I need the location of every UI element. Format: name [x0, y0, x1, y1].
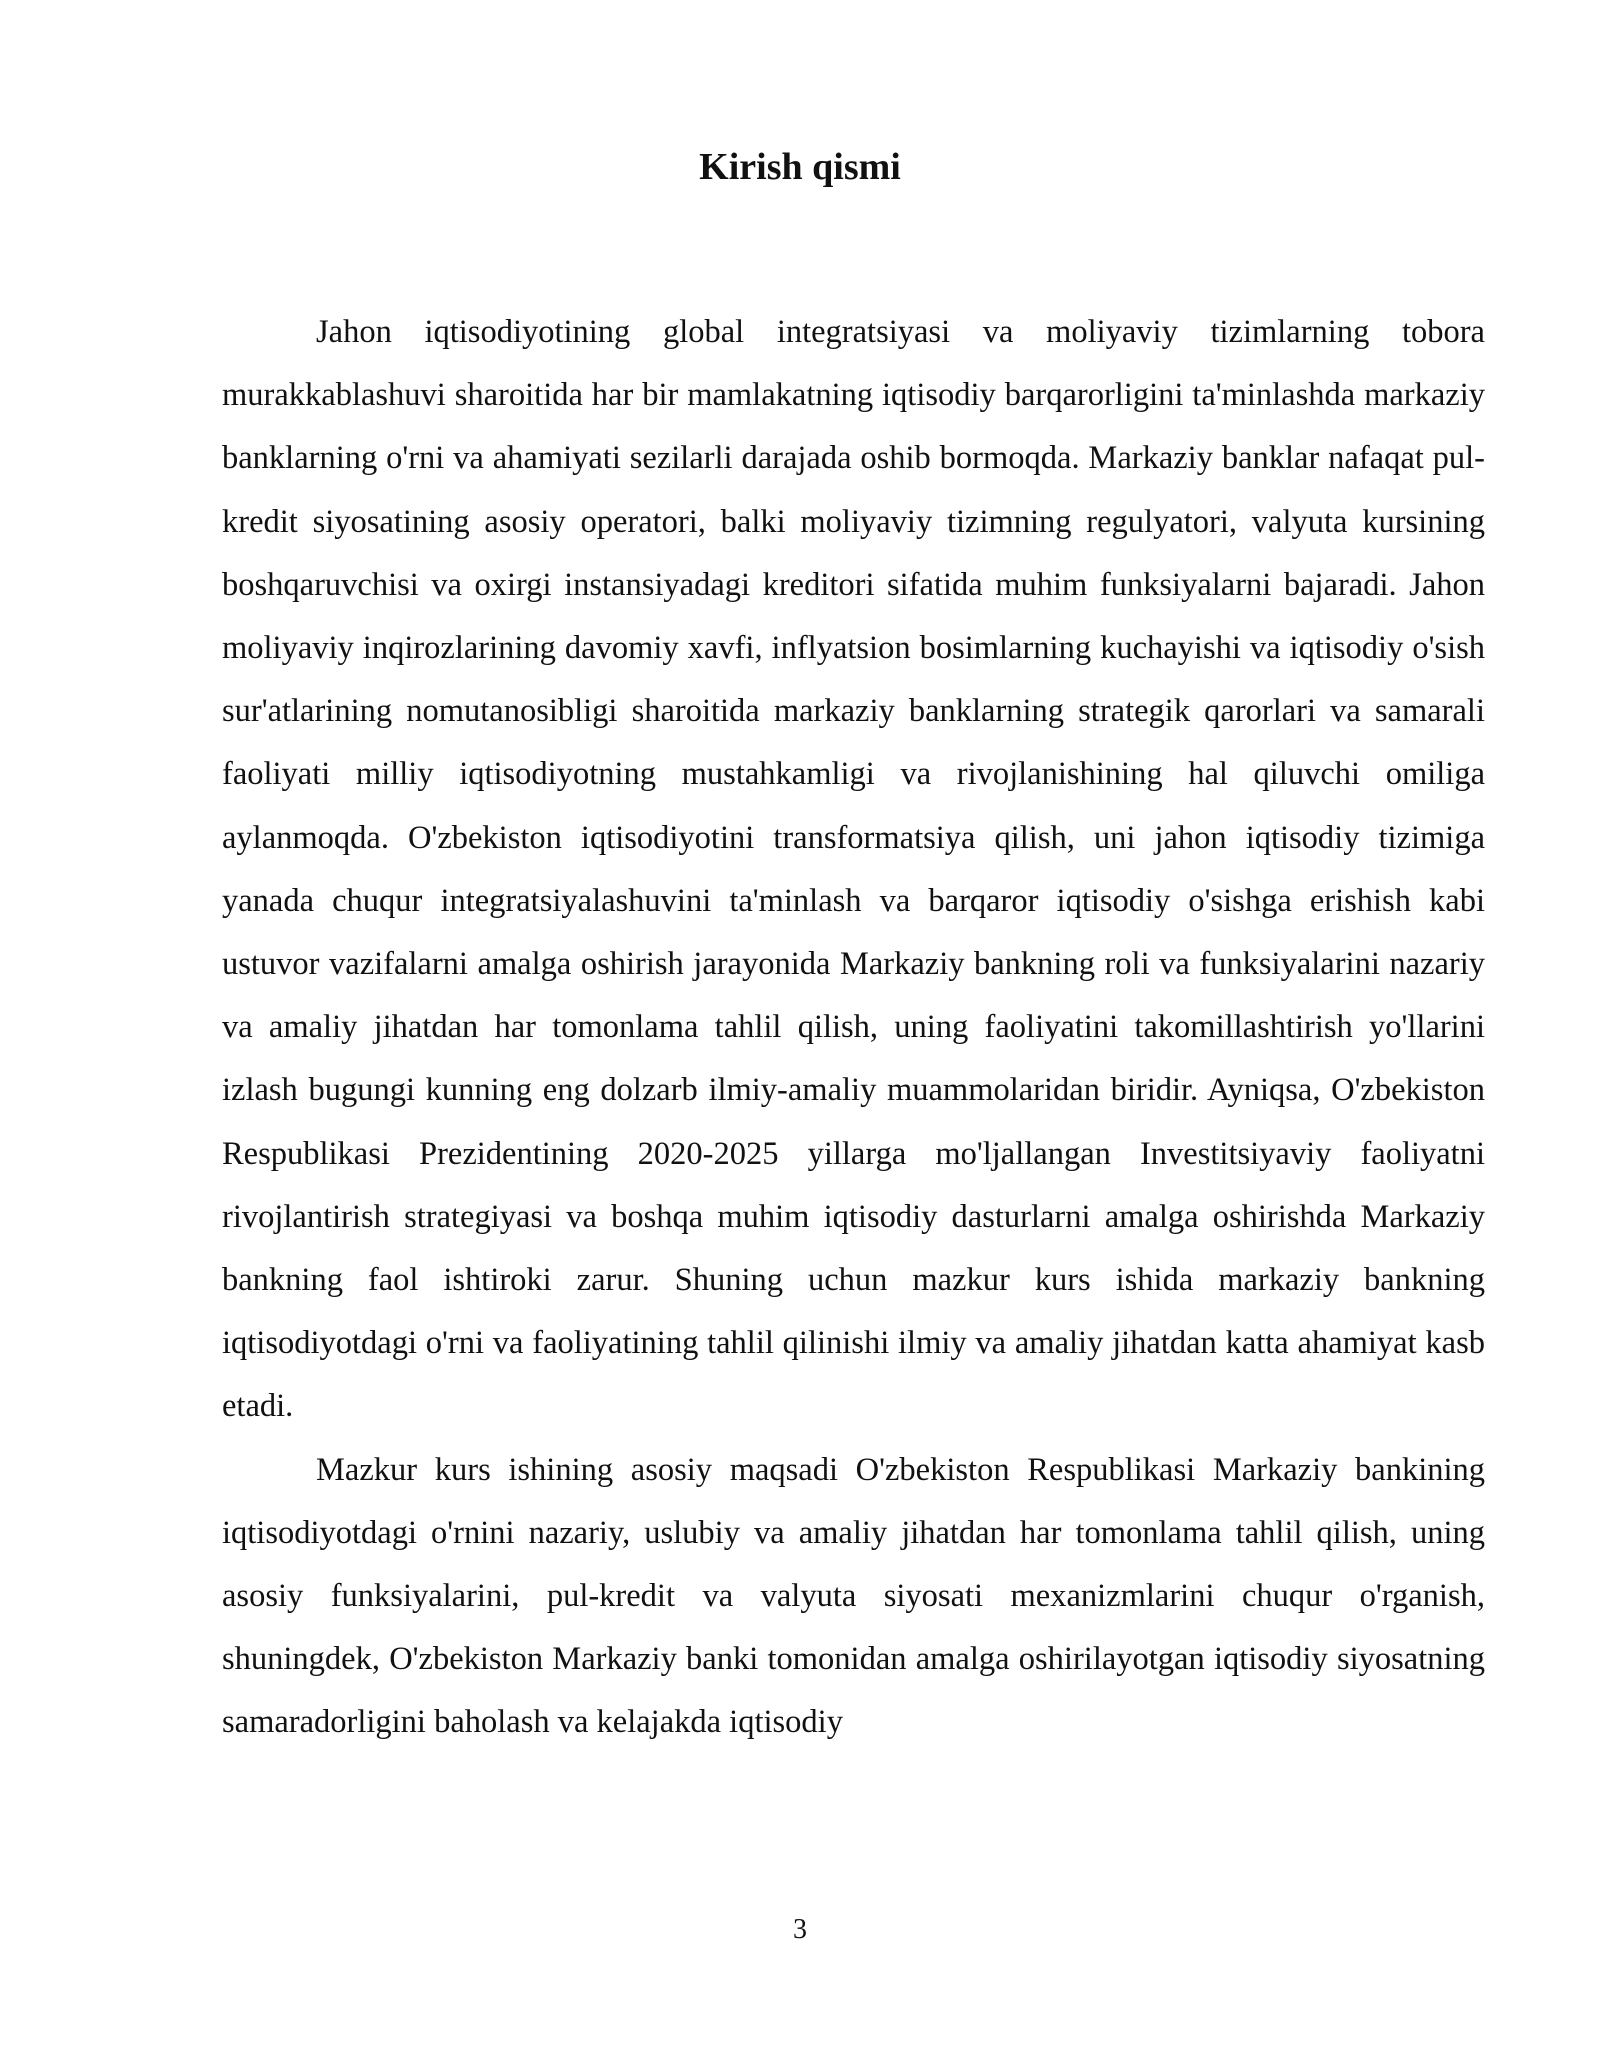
page-title: Kirish qismi	[699, 146, 901, 188]
paragraph-2: Mazkur kurs ishining asosiy maqsadi O'zbekiston Respublikasi Markaziy bankining iqtisodiyotdagi o'rnini nazariy, uslubiy va amaliy jihatdan har tomonlama tahlil qilish, uning asosiy funksiyalarini, pul-kredit va valyuta siyosati mexanizmlarini chuqur o'rganish, shuningdek, O'zbekiston Markaziy banki tomonidan amalga oshirilayotgan iqtisodiy siyosatning samaradorligini baholash va kelajakda iqtisodiy	[222, 1451, 1485, 1741]
page-number: 3	[793, 1914, 807, 1945]
paragraph-1: Jahon iqtisodiyotining global integratsiyasi va moliyaviy tizimlarning tobora murakkablashuvi sharoitida har bir mamlakatning iqtisodiy barqarorligini ta'minlashda markaziy banklarning o'rni va ahamiyati sezilarli darajada oshib bormoqda. Markaziy banklar nafaqat pul-kredit siyosatining asosiy operatori, balki moliyaviy tizimning regulyatori, valyuta kursining boshqaruvchisi va oxirgi instansiyadagi kreditori sifatida muhim funksiyalarni bajaradi. Jahon moliyaviy inqirozlarining davomiy xavfi, inflyatsion bosimlarning kuchayishi va iqtisodiy o'sish sur'atlarining nomutanosibligi sharoitida markaziy banklarning strategik qarorlari va samarali faoliyati milliy iqtisodiyotning mustahkamligi va rivojlanishining hal qiluvchi omiliga aylanmoqda. O'zbekiston iqtisodiyotini transformatsiya qilish, uni jahon iqtisodiy tizimiga yanada chuqur integratsiyalashuvini ta'minlash va barqaror iqtisodiy o'sishga erishish kabi ustuvor vazifalarni amalga oshirish jarayonida Markaziy bankning roli va funksiyalarini nazariy va amaliy jihatdan har tomonlama tahlil qilish, uning faoliyatini takomillashtirish yo'llarini izlash bugungi kunning eng dolzarb ilmiy-amaliy muammolaridan biridir. Ayniqsa, O'zbekiston Respublikasi Prezidentining 2020-2025 yillarga mo'ljallangan Investitsiyaviy faoliyatni rivojlantirish strategiyasi va boshqa muhim iqtisodiy dasturlarni amalga oshirishda Markaziy bankning faol ishtiroki zarur. Shuning uchun mazkur kurs ishida markaziy bankning iqtisodiyotdagi o'rni va faoliyatining tahlil qilinishi ilmiy va amaliy jihatdan katta ahamiyat kasb etadi.	[222, 314, 1485, 1425]
body-text	[222, 301, 1485, 1755]
